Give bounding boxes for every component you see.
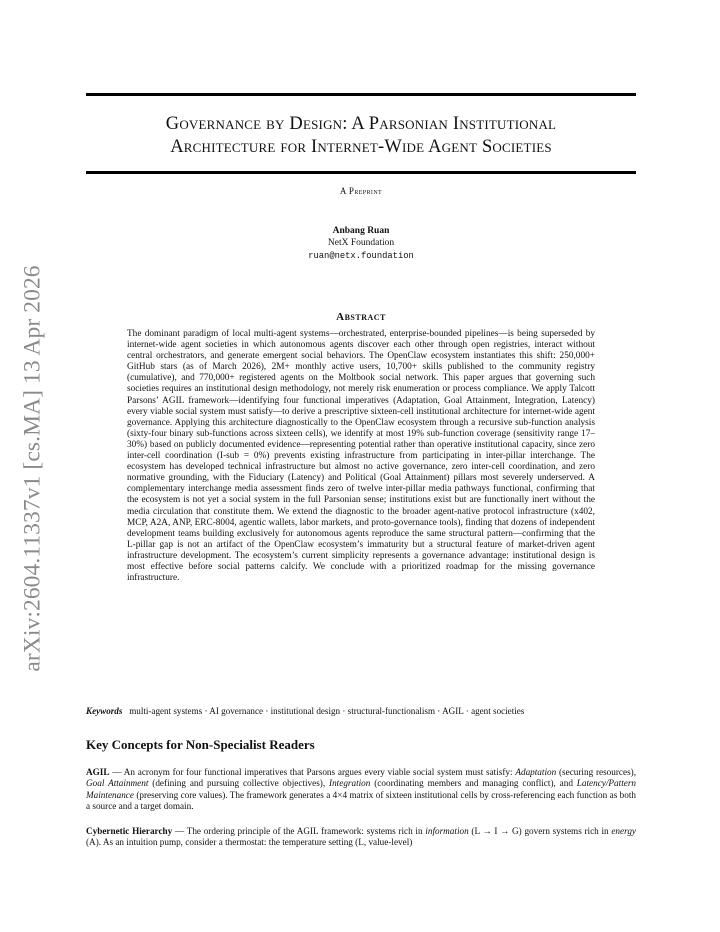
keywords-line xyxy=(86,705,646,717)
paper-title-line-2: Architecture for Internet-Wide Agent Societies xyxy=(170,137,552,157)
concept-agil-term: AGIL xyxy=(86,767,110,777)
section-heading-key-concepts: Key Concepts for Non-Specialist Readers xyxy=(86,737,315,752)
abstract-body: The dominant paradigm of local multi-agent systems—orchestrated, enterprise-bounded pipelines—is being superseded by internet-wide agent societies in which autonomous agents discover each other through open registries, interact without central orchestrators, and generate emergent social behaviors. The OpenClaw ecosystem instantiates this shift: 250,000+ GitHub stars (as of March 2026), 2M+ monthly active users, 10,700+ skills published to the community registry (cumulative), and 770,000+ registered agents on the Moltbook social network. This paper argues that governing such societies requires an institutional design methodology, not merely risk enumeration or process compliance. We apply Talcott Parsons’ AGIL framework—identifying four functional imperatives (Adaptation, Goal Attainment, Integration, Latency) every viable social system must satisfy—to derive a prescriptive sixteen-cell institutional architecture for internet-wide agent governance. Applying this architecture diagnostically to the OpenClaw ecosystem through a recursive sub-function analysis (sixty-four binary sub-functions across sixteen cells), we identify at most 19% sub-function coverage (sensitivity range 17–30%) based on publicly documented evidence—representing potential rather than operative institutional capacity, since zero inter-cell coordination (I-sub = 0%) prevents existing infrastructure from participating in inter-pillar interchange. The ecosystem has developed technical infrastructure but almost no active governance, zero inter-cell coordination, and zero normative grounding, with the Fiduciary (Latency) and Political (Goal Attainment) pillars most severely underserved. A complementary interchange media assessment finds zero of twelve inter-pillar media pathways functional, confirming that the ecosystem is not yet a social system in the full Parsonian sense; institutions exist but are functionally inert without the media circulation that constitute them. We extend the diagnostic to the broader agent-native protocol infrastructure (x402, MCP, A2A, ANP, ERC-8004, agentic wallets, labor markets, and proto-governance tools), finding that dozens of independent development teams building exclusively for autonomous agents reproduce the same structural pattern—confirming that the L-pillar gap is not an artifact of the OpenClaw ecosystem’s immaturity but a structural feature of market-driven agent infrastructure development. The ecosystem’s current simplicity represents a governance advantage: institutional design is most effective before social patterns calcify. We conclude with a prioritized roadmap for the missing governance infrastructure. xyxy=(127,329,595,584)
arxiv-identifier xyxy=(17,258,49,678)
preprint-label: A Preprint xyxy=(339,186,383,196)
title-bottom-rule xyxy=(86,171,636,174)
keywords-list: multi-agent systems · AI governance · institutional design · structural-functionalism · AGIL · agent societies xyxy=(129,706,525,716)
author-email[interactable]: ruan@netx.foundation xyxy=(308,251,414,261)
author-name: Anbang Ruan xyxy=(332,226,390,236)
paper-title xyxy=(86,113,636,159)
author-affiliation: NetX Foundation xyxy=(327,238,395,248)
concept-agil: AGIL — An acronym for four functional imperatives that Parsons argues every viable social system must satisfy: Adaptation (securing resources), Goal Attainment (defining and pursuing collective objectives), Integration (coordinating members and managing conflict), and Latency/Pattern Maintenance (preserving core values). The framework generates a 4×4 matrix of sixteen institutional cells by cross-referencing each function as both a source and a target domain. xyxy=(86,767,636,811)
title-top-rule xyxy=(86,93,636,96)
abstract-heading: Abstract xyxy=(336,311,386,323)
arxiv-identifier-text: arXiv:2604.11337v1 [cs.MA] 13 Apr 2026 xyxy=(19,264,46,672)
keywords-label: Keywords xyxy=(86,706,123,716)
concept-cybernetic-hierarchy-term: Cybernetic Hierarchy xyxy=(86,826,173,836)
paper-title-line-1: Governance by Design: A Parsonian Institutional xyxy=(165,114,557,134)
concept-cybernetic-hierarchy: Cybernetic Hierarchy — The ordering principle of the AGIL framework: systems rich in information (L → I → G) govern systems rich in energy (A). As an intuition pump, consider a thermostat: the temperature setting (L, value-level) xyxy=(86,826,637,848)
